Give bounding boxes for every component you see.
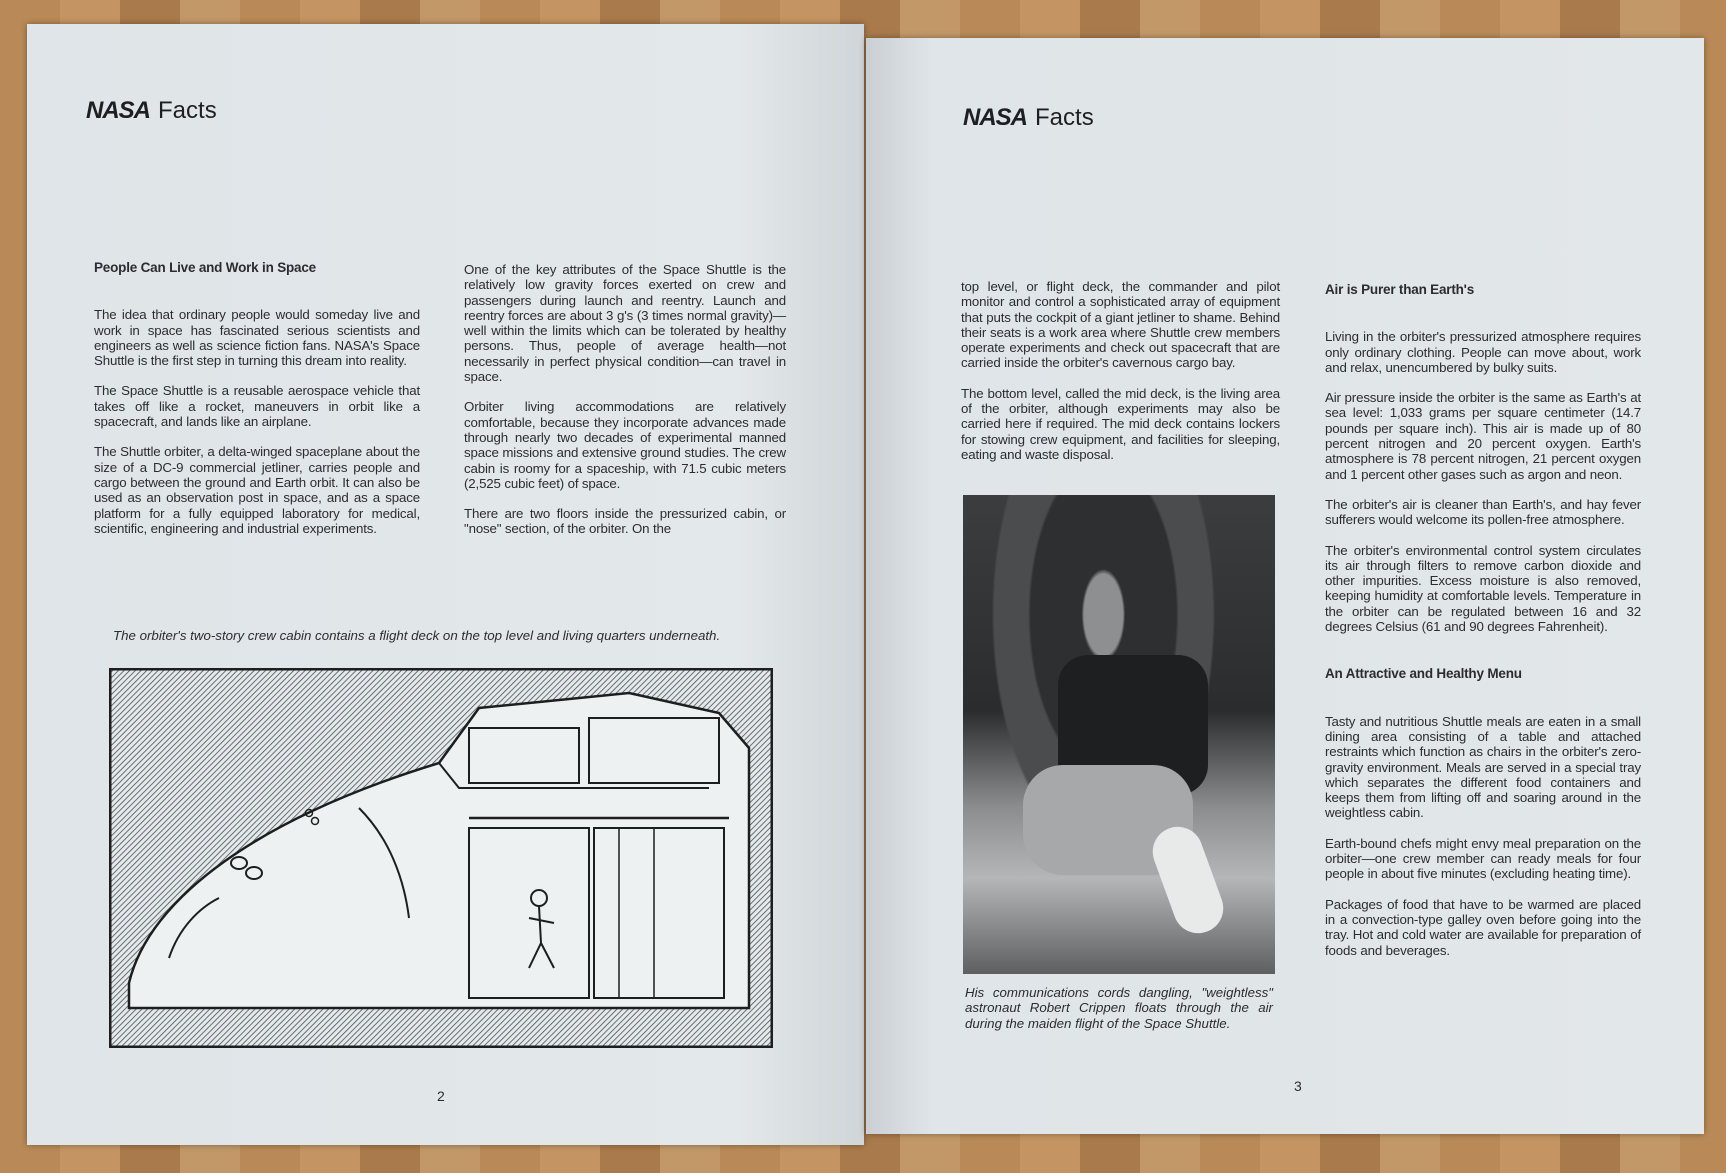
paragraph: Air pressure inside the orbiter is the same as Earth's at sea level: 1,033 grams per square centimeter (14.7 pounds per square inch). This air is made up of 80 percent nitrogen and 20 percent oxygen. Earth's atmosphere is 78 percent nitrogen, 21 percent oxygen and 1 percent other gases such as argon and neon. — [1325, 390, 1641, 482]
right-column-1 — [961, 279, 1280, 477]
paragraph: Orbiter living accommodations are relatively comfortable, because they incorporate advances made through nearly two decades of experimental manned space missions and extensive ground studies. The crew cabin is roomy for a spaceship, with 71.5 cubic meters (2,525 cubic feet) of space. — [464, 399, 786, 491]
paragraph: Packages of food that have to be warmed are placed in a convection-type galley oven before going into the tray. Hot and cold water are available for preparation of foods and beverages. — [1325, 896, 1641, 958]
paragraph: The orbiter's environmental control system circulates its air through filters to remove carbon dioxide and other impurities. Excess moisture is also removed, keeping humidity at comfortable levels. Temperature in the orbiter can be regulated between 16 and 32 degrees Celsius (61 and 90 degrees Fahrenheit). — [1325, 542, 1641, 635]
page-header — [963, 104, 1094, 132]
page-number: 3 — [1294, 1078, 1302, 1094]
section-heading: People Can Live and Work in Space — [94, 260, 316, 275]
paragraph: Tasty and nutritious Shuttle meals are eaten in a small dining area consisting of a table and attached restraints which function as chairs in the orbiter's zero-gravity environment. Meals are served in a special tray which separates the different food containers and keeps them from lifting off and soaring around in the weightless cabin. — [1325, 713, 1641, 821]
paragraph: The orbiter's air is cleaner than Earth's, and hay fever sufferers would welcome its pollen-free atmosphere. — [1325, 496, 1641, 528]
right-column-2 — [1325, 282, 1641, 973]
paragraph: The bottom level, called the mid deck, is the living area of the orbiter, although experiments may also be carried here if required. The mid deck contains lockers for stowing crew equipment, and facilities for sleeping, eating and waste disposal. — [961, 385, 1280, 462]
nasa-logo: NASA — [86, 97, 151, 124]
paragraph: The Space Shuttle is a reusable aerospace vehicle that takes off like a rocket, maneuvers in orbit like a spacecraft, and lands like an airplane. — [94, 383, 420, 430]
right-page — [866, 38, 1704, 1134]
header-title: Facts — [1035, 104, 1094, 131]
paragraph: The Shuttle orbiter, a delta-winged spaceplane about the size of a DC-9 commercial jetliner, carries people and cargo between the ground and Earth orbit. It can also be used as an observation post in space, and as a space platform for a fully equipped laboratory for medical, scientific, engineering and industrial experiments. — [94, 444, 420, 536]
page-number: 2 — [437, 1088, 445, 1104]
left-page — [27, 24, 864, 1145]
nasa-logo: NASA — [963, 104, 1028, 131]
photo-caption: His communications cords dangling, "weightless" astronaut Robert Crippen floats through the air during the maiden flight of the Space Shuttle. — [965, 985, 1273, 1031]
paragraph: Earth-bound chefs might envy meal preparation on the orbiter—one crew member can ready meals for four people in about five minutes (excluding heating time). — [1325, 835, 1641, 882]
paragraph: There are two floors inside the pressurized cabin, or "nose" section, of the orbiter. On the — [464, 506, 786, 537]
astronaut-photo — [963, 495, 1275, 974]
section-heading: Air is Purer than Earth's — [1325, 282, 1475, 297]
paragraph: One of the key attributes of the Space Shuttle is the relatively low gravity forces exerted on crew and passengers during launch and reentry. Launch and reentry forces are about 3 g's (3 times normal gravity)—well within the limits which can be tolerated by healthy persons. Thus, people of average health—not necessarily in perfect physical condition—can travel in space. — [464, 262, 786, 385]
astronaut-socks — [1146, 820, 1231, 940]
paragraph: Living in the orbiter's pressurized atmosphere requires only ordinary clothing. People can move about, work and relax, unencumbered by bulky suits. — [1325, 329, 1641, 375]
crew-cabin-illustration — [109, 668, 773, 1048]
section-heading: An Attractive and Healthy Menu — [1325, 666, 1522, 682]
page-header — [86, 97, 217, 125]
paragraph: The idea that ordinary people would someday live and work in space has fascinated serious scientists and engineers as well as science fiction fans. NASA's Space Shuttle is the first step in turning this dream into reality. — [94, 307, 420, 369]
figure-caption: The orbiter's two-story crew cabin contains a flight deck on the top level and living quarters underneath. — [113, 628, 721, 643]
left-column-1 — [94, 260, 420, 551]
header-title: Facts — [158, 97, 217, 124]
paragraph: top level, or flight deck, the commander and pilot monitor and control a sophisticated array of equipment that puts the cockpit of a giant jetliner to shame. Behind their seats is a work area where Shuttle crew members operate experiments and check out spacecraft that are carried inside the orbiter's cavernous cargo bay. — [961, 279, 1280, 371]
left-column-2 — [464, 262, 786, 552]
